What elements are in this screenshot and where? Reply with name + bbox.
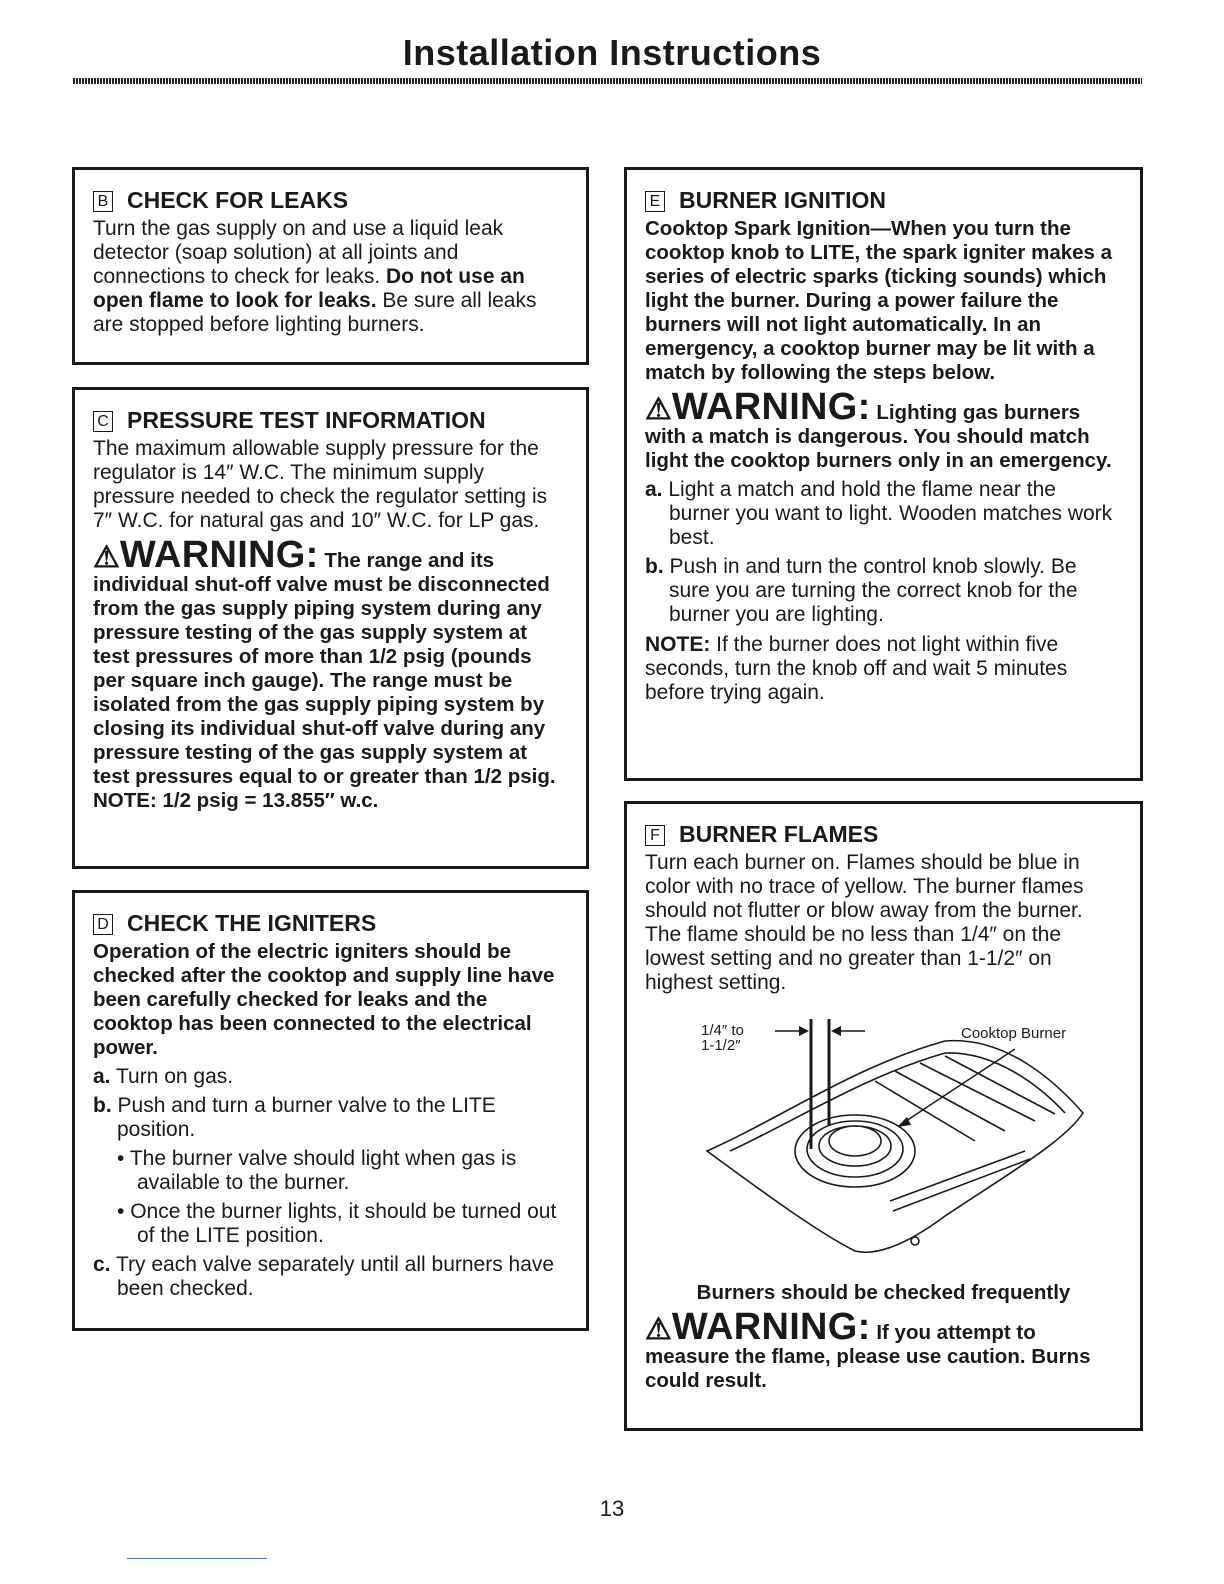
cooktop-burner-label: Cooktop Burner [961,1025,1067,1042]
warning-triangle-icon: ⚠ [645,1313,672,1346]
section-burner-flames [624,801,1143,1431]
section-check-igniters [72,890,589,1331]
section-heading: D CHECK THE IGNITERS [93,910,568,936]
warning-block: ⚠WARNING: If you attempt to measure the flame, please use caution. Burns could result. [645,1306,1091,1392]
section-body: The maximum allowable supply pressure for the regulator is 14″ W.C. The minimum supply pressure needed to check the regulator setting is 7″ W.C. for natural gas and 10″ W.C. for LP gas. [93,437,548,532]
section-heading: E BURNER IGNITION [645,187,1122,213]
page-title: Installation Instructions [402,32,822,73]
note: NOTE: If the burner does not light within five seconds, turn the knob off and wait 5 minutes before trying again. [645,633,1068,704]
list-item: b. Push in and turn the control knob slowly. Be sure you are turning the correct knob for the burner you are lighting. [645,555,1078,626]
title-rule [73,78,1142,84]
flame-size-label: 1/4″ to 1-1/2″ [701,1022,744,1054]
list-item: a. Turn on gas. [93,1065,234,1088]
section-check-for-leaks [72,167,589,365]
footer-line [127,1558,267,1559]
section-body: Turn the gas supply on and use a liquid leak detector (soap solution) at all joints and connections to check for leaks. Do not use an open flame to look for leaks. Be sure all leaks are stopped before lighting burners. [93,217,537,336]
diagram-caption: Burners should be checked frequently [696,1281,1071,1304]
bullet-item: • The burner valve should light when gas is available to the burner. [117,1147,517,1194]
section-letter: F [645,825,665,846]
section-pressure-test [72,387,589,869]
page-number: 13 [599,1496,625,1521]
burner-diagram [645,1001,1125,1271]
warning-block: ⚠WARNING: The range and its individual shut-off valve must be disconnected from the gas supply piping system during any pressure testing of the gas supply system at test pressures of more than 1/2 psig (pounds per square inch gauge). The range must be isolated from the gas supply piping system by closing its individual shut-off valve during any pressure testing of the gas supply system at test pressures equal to or greater than 1/2 psig. NOTE: 1/2 psig = 13.855″ w.c. [93,534,556,812]
list-item: c. Try each valve separately until all burners have been checked. [93,1253,555,1300]
section-heading: B CHECK FOR LEAKS [93,187,568,213]
warning-block: ⚠WARNING: Lighting gas burners with a match is dangerous. You should match light the cooktop burners only in an emergency. [645,386,1112,472]
section-letter: B [93,191,113,212]
warning-triangle-icon: ⚠ [93,541,120,574]
section-burner-ignition [624,167,1143,781]
section-heading: C PRESSURE TEST INFORMATION [93,407,568,433]
list-item: b. Push and turn a burner valve to the LITE position. [93,1094,496,1141]
warning-triangle-icon: ⚠ [645,393,672,426]
section-heading: F BURNER FLAMES [645,821,1122,847]
bullet-item: • Once the burner lights, it should be turned out of the LITE position. [117,1200,557,1247]
list-item: a. Light a match and hold the flame near the burner you want to light. Wooden matches work best. [645,478,1113,549]
section-letter: E [645,191,665,212]
section-body: Turn each burner on. Flames should be blue in color with no trace of yellow. The burner flames should not flutter or blow away from the burner. The flame should be no less than 1/4″ on the lowest setting and no greater than 1-1/2″ on highest setting. [645,851,1084,994]
section-letter: D [93,914,113,935]
section-intro: Operation of the electric igniters should be checked after the cooktop and supply line have been carefully checked for leaks and the cooktop has been connected to the electrical power. [93,940,555,1059]
section-intro: Cooktop Spark Ignition—When you turn the cooktop knob to LITE, the spark igniter makes a series of electric sparks (ticking sounds) which light the burner. During a power failure the burners will not light automatically. In an emergency, a cooktop burner may be lit with a match by following the steps below. [645,217,1113,384]
section-letter: C [93,411,113,432]
